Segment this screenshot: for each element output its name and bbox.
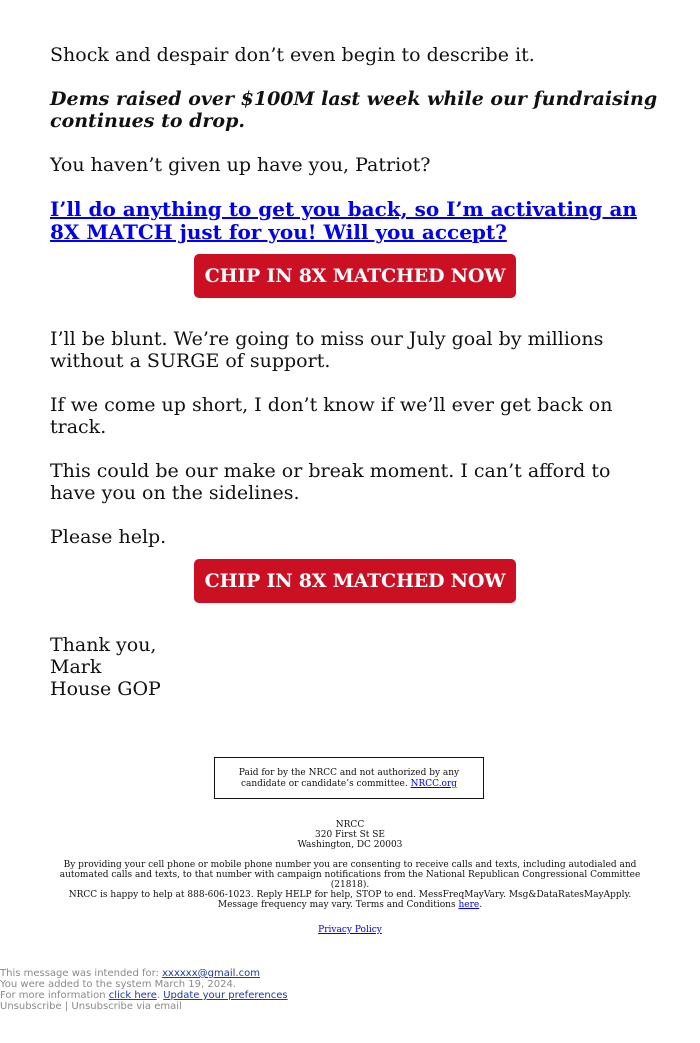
para-moment: This could be our make or break moment. I can’t afford to have you on the sidelines. xyxy=(50,460,611,504)
disclaimer-text: Paid for by the NRCC and not authorized by any candidate or candidate’s committee. xyxy=(238,768,460,789)
more-info-label: For more information xyxy=(0,990,106,1001)
unsubscribe-row xyxy=(0,1001,288,1012)
separator: | xyxy=(64,1001,69,1012)
more-info-row: For more information click here. Update your preferences xyxy=(0,990,288,1001)
terms-link[interactable]: here xyxy=(458,900,480,910)
nrcc-org-link[interactable]: NRCC.org xyxy=(410,779,458,789)
unsubscribe-email-link[interactable]: Unsubscribe via email xyxy=(71,1001,182,1012)
sender-org: House GOP xyxy=(50,678,161,700)
address-line-1: 320 First St SE xyxy=(315,830,385,840)
signature xyxy=(50,634,660,700)
para-short: If we come up short, I don’t know if we’ll ever get back on track. xyxy=(50,394,613,438)
help-text: NRCC is happy to help at 888-606-1023. Reply HELP for help, STOP to end. MessFreqMayVary. Msg&DataRatesMayApply. Message frequency may vary. Terms and Conditions xyxy=(68,890,632,910)
click-here-link[interactable]: click here xyxy=(108,990,157,1001)
privacy-policy-link[interactable]: Privacy Policy xyxy=(318,925,382,935)
mailing-address xyxy=(50,820,650,850)
update-preferences-link[interactable]: Update your preferences xyxy=(163,990,288,1001)
line-patriot: You haven’t given up have you, Patriot? xyxy=(50,154,431,176)
privacy-row xyxy=(50,925,650,935)
chip-in-button[interactable]: CHIP IN 8X MATCHED NOW xyxy=(194,254,517,298)
unsubscribe-link[interactable]: Unsubscribe xyxy=(0,1001,62,1012)
recipient-email-link[interactable]: xxxxxx@gmail.com xyxy=(162,968,260,979)
help-notice: NRCC is happy to help at 888-606-1023. Reply HELP for help, STOP to end. MessFreqMayVary. Msg&DataRatesMayApply. Message frequency may vary. Terms and Conditions here. xyxy=(68,890,632,910)
match-offer-link[interactable]: I’ll do anything to get you back, so I’m activating an 8X MATCH just for you! Will you accept? xyxy=(50,197,637,244)
intended-for-label: This message was intended for: xyxy=(0,968,159,979)
para-blunt: I’ll be blunt. We’re going to miss our July goal by millions without a SURGE of support. xyxy=(50,328,604,372)
address-line-2: Washington, DC 20003 xyxy=(297,840,403,850)
para-please-help: Please help. xyxy=(50,526,167,548)
consent-notice: By providing your cell phone or mobile phone number you are consenting to receive calls and texts, including autodialed and automated calls and texts, to that number with campaign notifications from the National Republican Congressional Committee (21818). xyxy=(59,860,641,890)
added-date: You were added to the system March 19, 2024. xyxy=(0,979,236,990)
chip-in-button-2[interactable]: CHIP IN 8X MATCHED NOW xyxy=(194,559,517,603)
paid-for-disclaimer xyxy=(214,757,484,799)
email-body xyxy=(50,40,660,700)
line-dems-raised: Dems raised over $100M last week while our fundraising continues to drop. xyxy=(50,88,658,132)
intended-for-row xyxy=(0,968,288,979)
recipient-meta xyxy=(0,968,288,1012)
signoff: Thank you, xyxy=(50,634,157,656)
line-shock: Shock and despair don’t even begin to describe it. xyxy=(50,44,535,66)
sender-name: Mark xyxy=(50,656,102,678)
address-name: NRCC xyxy=(335,820,365,830)
